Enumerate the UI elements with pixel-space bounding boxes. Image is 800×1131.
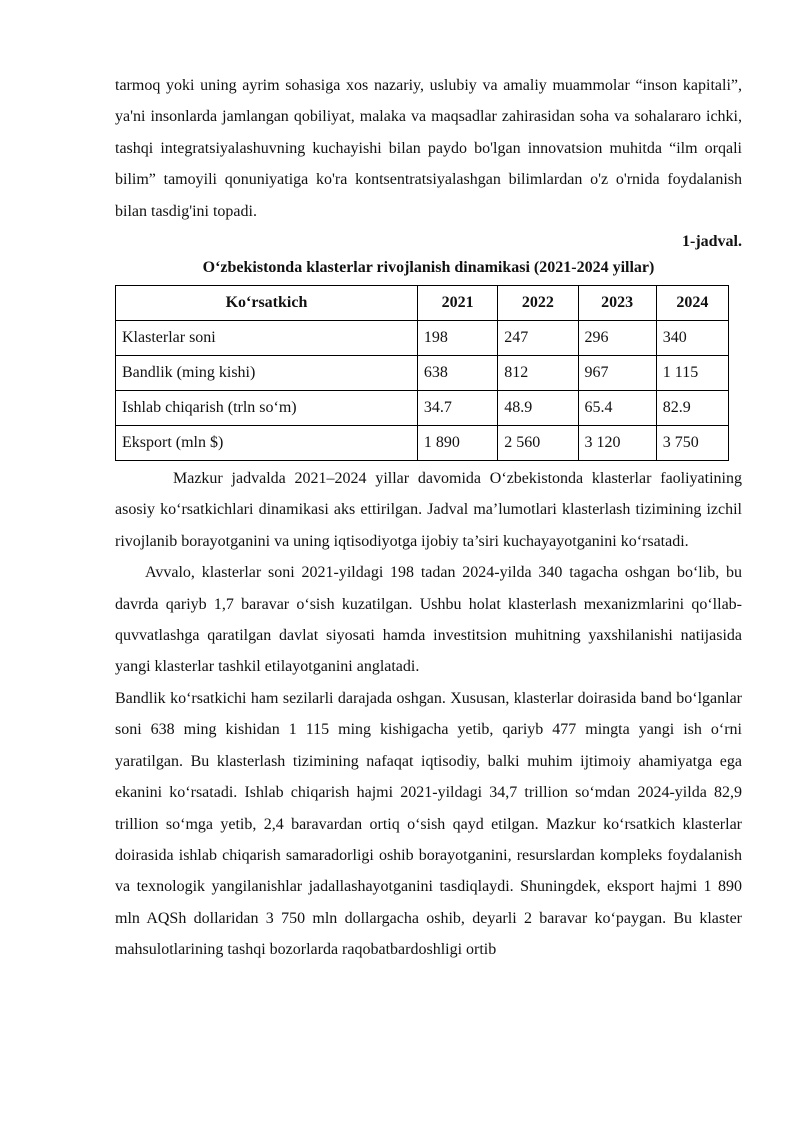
- header-2024: 2024: [656, 286, 728, 321]
- table-row: [116, 391, 729, 426]
- table-reference: 1-jadval.: [682, 233, 742, 251]
- table-cell: 65.4: [578, 391, 656, 426]
- header-2021: 2021: [417, 286, 497, 321]
- table-cell: 3 750: [656, 426, 728, 461]
- table-cell: 296: [578, 321, 656, 356]
- table-cell: 1 890: [417, 426, 497, 461]
- header-indicator: Ko‘rsatkich: [116, 286, 418, 321]
- table-header-row: [116, 286, 729, 321]
- table-cell: Bandlik (ming kishi): [116, 356, 418, 391]
- body-paragraph: Bandlik ko‘rsatkichi ham sezilarli darajada oshgan. Xususan, klasterlar doirasida band bo‘lganlar soni 638 ming kishidan 1 115 ming kishigacha yetib, qariyb 477 mingta yangi ish o‘rni yaratilgan. Bu klasterlash tizimining nafaqat iqtisodiy, balki muhim ijtimoiy ahamiyatga ega ekanini ko‘rsatadi. Ishlab chiqarish hajmi 2021-yildagi 34,7 trillion so‘mdan 2024-yilda 82,9 trillion so‘mga yetib, 2,4 baravardan ortiq o‘sish qayd etilgan. Mazkur ko‘rsatkich klasterlar doirasida ishlab chiqarish samaradorligi oshib borayotganini, resurslardan kompleks foydalanish va texnologik yangilanishlar jadallashayotganini tasdiqlaydi. Shuningdek, eksport hajmi 1 890 mln AQSh dollaridan 3 750 mln dollargacha oshib, deyarli 2 baravar ko‘paygan. Bu klaster mahsulotlarining tashqi bozorlarda raqobatbardoshligi ortib: [115, 689, 742, 959]
- table-title: O‘zbekistonda klasterlar rivojlanish dinamikasi (2021-2024 yillar): [202, 259, 655, 277]
- table-cell: 3 120: [578, 426, 656, 461]
- cluster-dynamics-table: [115, 285, 729, 461]
- table-row: [116, 321, 729, 356]
- table-cell: 34.7: [417, 391, 497, 426]
- body-paragraph: Mazkur jadvalda 2021–2024 yillar davomida O‘zbekistonda klasterlar faoliyatining asosiy ko‘rsatkichlari dinamikasi aks ettirilgan. Jadval ma’lumotlari klasterlash tizimining izchil rivojlanib borayotganini va uning iqtisodiyotga ijobiy ta’siri kuchayayotganini ko‘rsatadi.: [115, 470, 742, 550]
- document-page: [115, 70, 742, 966]
- table-cell: 82.9: [656, 391, 728, 426]
- table-cell: 247: [498, 321, 578, 356]
- intro-paragraph: tarmoq yoki uning ayrim sohasiga xos nazariy, uslubiy va amaliy muammolar “inson kapitali”, ya'ni insonlarda jamlangan qobiliyat, malaka va maqsadlar zahirasidan soha va sohalararo ichki, tashqi integratsiyalashuvning kuchayishi bilan paydo bo'lgan innovatsion muhitda “ilm orqali bilim” tamoyili qonuniyatiga ko'ra kontsentratsiyalashgan bilimlardan o'z o'rnida foydalanish bilan tasdig'ini topadi.: [115, 77, 742, 220]
- table-cell: 812: [498, 356, 578, 391]
- body-paragraph: Avvalo, klasterlar soni 2021-yildagi 198 tadan 2024-yilda 340 tagacha oshgan bo‘lib, bu davrda qariyb 1,7 baravar o‘sish kuzatilgan. Ushbu holat klasterlash mexanizmlarini qo‘llab-quvvatlashga qaratilgan davlat siyosati hamda investitsion muhitning yaxshilanishi natijasida yangi klasterlar tashkil etilayotganini anglatadi.: [115, 564, 742, 676]
- table-cell: 967: [578, 356, 656, 391]
- table-cell: Eksport (mln $): [116, 426, 418, 461]
- table-cell: 638: [417, 356, 497, 391]
- table-row: [116, 356, 729, 391]
- table-cell: 198: [417, 321, 497, 356]
- table-cell: Klasterlar soni: [116, 321, 418, 356]
- table-row: [116, 426, 729, 461]
- table-cell: 48.9: [498, 391, 578, 426]
- table-cell: Ishlab chiqarish (trln so‘m): [116, 391, 418, 426]
- table-cell: 1 115: [656, 356, 728, 391]
- header-2022: 2022: [498, 286, 578, 321]
- header-2023: 2023: [578, 286, 656, 321]
- table-cell: 2 560: [498, 426, 578, 461]
- table-cell: 340: [656, 321, 728, 356]
